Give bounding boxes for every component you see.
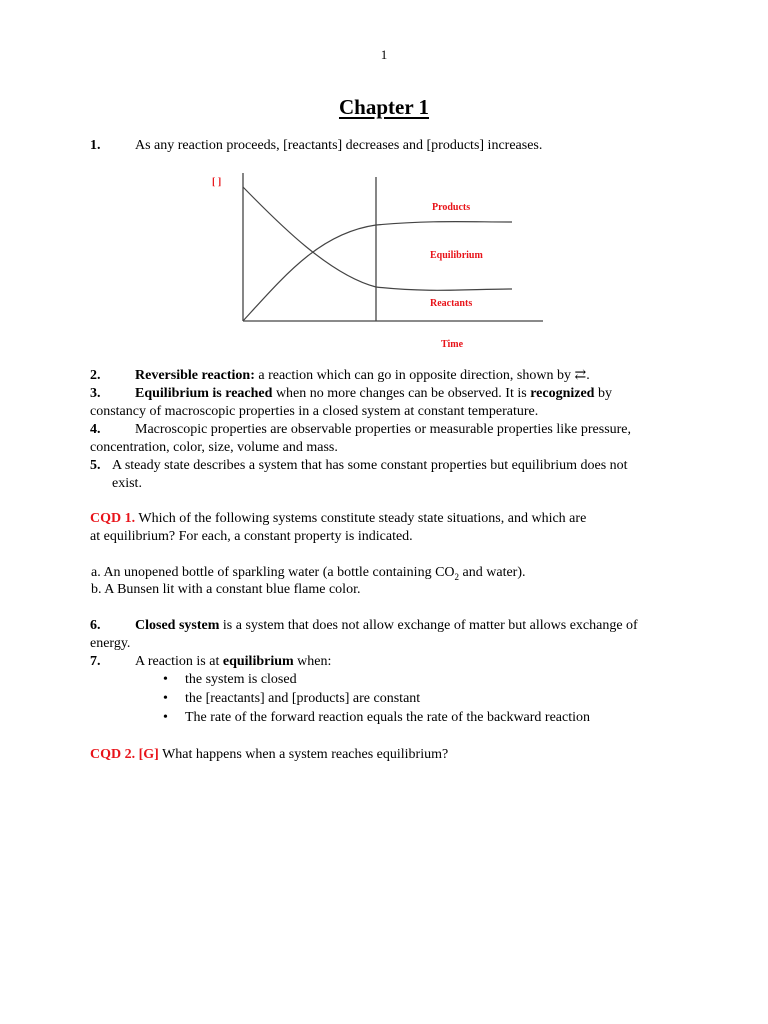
item-6-number: 6. — [90, 618, 101, 633]
item-1-text: As any reaction proceeds, [reactants] decreases and [products] increases. — [135, 138, 543, 153]
item-5-number: 5. — [90, 458, 101, 473]
cqd-1-option-a-text: a. An unopened bottle of sparkling water (a bottle containing CO — [91, 565, 455, 580]
item-7-text: A reaction is at — [135, 654, 223, 669]
item-3-number: 3. — [90, 386, 101, 401]
item-3-text-2: by — [594, 386, 612, 401]
item-3 — [90, 385, 690, 403]
item-3-term: Equilibrium is reached — [135, 386, 273, 401]
item-3-term-2: recognized — [530, 386, 595, 401]
item-3-line-2: constancy of macroscopic properties in a closed system at constant temperature. — [90, 404, 539, 419]
item-6-term: Closed system — [135, 618, 220, 633]
item-1-number: 1. — [90, 138, 101, 153]
item-4 — [90, 421, 690, 439]
chapter-title-text: Chapter 1 — [338, 95, 430, 119]
item-2-number: 2. — [90, 368, 101, 383]
cqd-1-option-a-end: and water). — [459, 565, 526, 580]
cqd-1-line-2: at equilibrium? For each, a constant property is indicated. — [90, 529, 413, 544]
item-4-number: 4. — [90, 422, 101, 437]
item-2 — [90, 367, 690, 385]
equilibrium-conditions-list — [163, 671, 590, 728]
item-7-number: 7. — [90, 654, 101, 669]
chart-y-label: [ ] — [212, 177, 222, 188]
item-1 — [90, 137, 690, 155]
equilibrium-chart — [200, 165, 560, 360]
item-7-term: equilibrium — [222, 654, 294, 669]
list-item: • the system is closed — [163, 671, 590, 690]
cqd-2-label: CQD 2. [G] — [90, 747, 159, 762]
item-2-text: a reaction which can go in opposite direction, shown by ⇄. — [254, 368, 590, 383]
item-5-line-2: exist. — [112, 476, 142, 491]
item-7 — [90, 653, 690, 671]
chart-x-label: Time — [441, 339, 464, 350]
item-3-text-1: when no more changes can be observed. It is — [272, 386, 531, 401]
cqd-1-option-b: b. A Bunsen lit with a constant blue flame color. — [91, 582, 361, 597]
cqd-1-label: CQD 1. — [90, 511, 136, 526]
item-6-line-2: energy. — [90, 636, 131, 651]
item-4-line-2: concentration, color, size, volume and mass. — [90, 440, 338, 455]
cqd-1-option-a-subscript: 2 — [454, 571, 460, 582]
list-item: • The rate of the forward reaction equals the rate of the backward reaction — [163, 709, 590, 728]
item-7-text-end: when: — [293, 654, 332, 669]
cqd-2 — [90, 746, 690, 764]
item-4-text: Macroscopic properties are observable properties or measurable properties like pressure, — [135, 422, 632, 437]
item-5 — [90, 457, 690, 475]
chart-label-equilibrium: Equilibrium — [430, 250, 483, 261]
cqd-1-option-a — [91, 564, 691, 582]
page-number: 1 — [380, 47, 388, 62]
item-2-term: Reversible reaction: — [135, 368, 255, 383]
cqd-1 — [90, 510, 690, 528]
item-5-text: A steady state describes a system that has some constant properties but equilibrium does not — [112, 458, 628, 473]
cqd-2-text: What happens when a system reaches equilibrium? — [158, 747, 449, 762]
list-item: • the [reactants] and [products] are constant — [163, 690, 590, 709]
cqd-1-text: Which of the following systems constitute steady state situations, and which are — [135, 511, 587, 526]
chapter-title — [0, 94, 768, 120]
item-6 — [90, 617, 690, 635]
chart-label-reactants: Reactants — [430, 298, 473, 309]
item-6-text: is a system that does not allow exchange of matter but allows exchange of — [219, 618, 638, 633]
chart-series-reactants — [243, 187, 512, 290]
chart-label-products: Products — [432, 202, 471, 213]
